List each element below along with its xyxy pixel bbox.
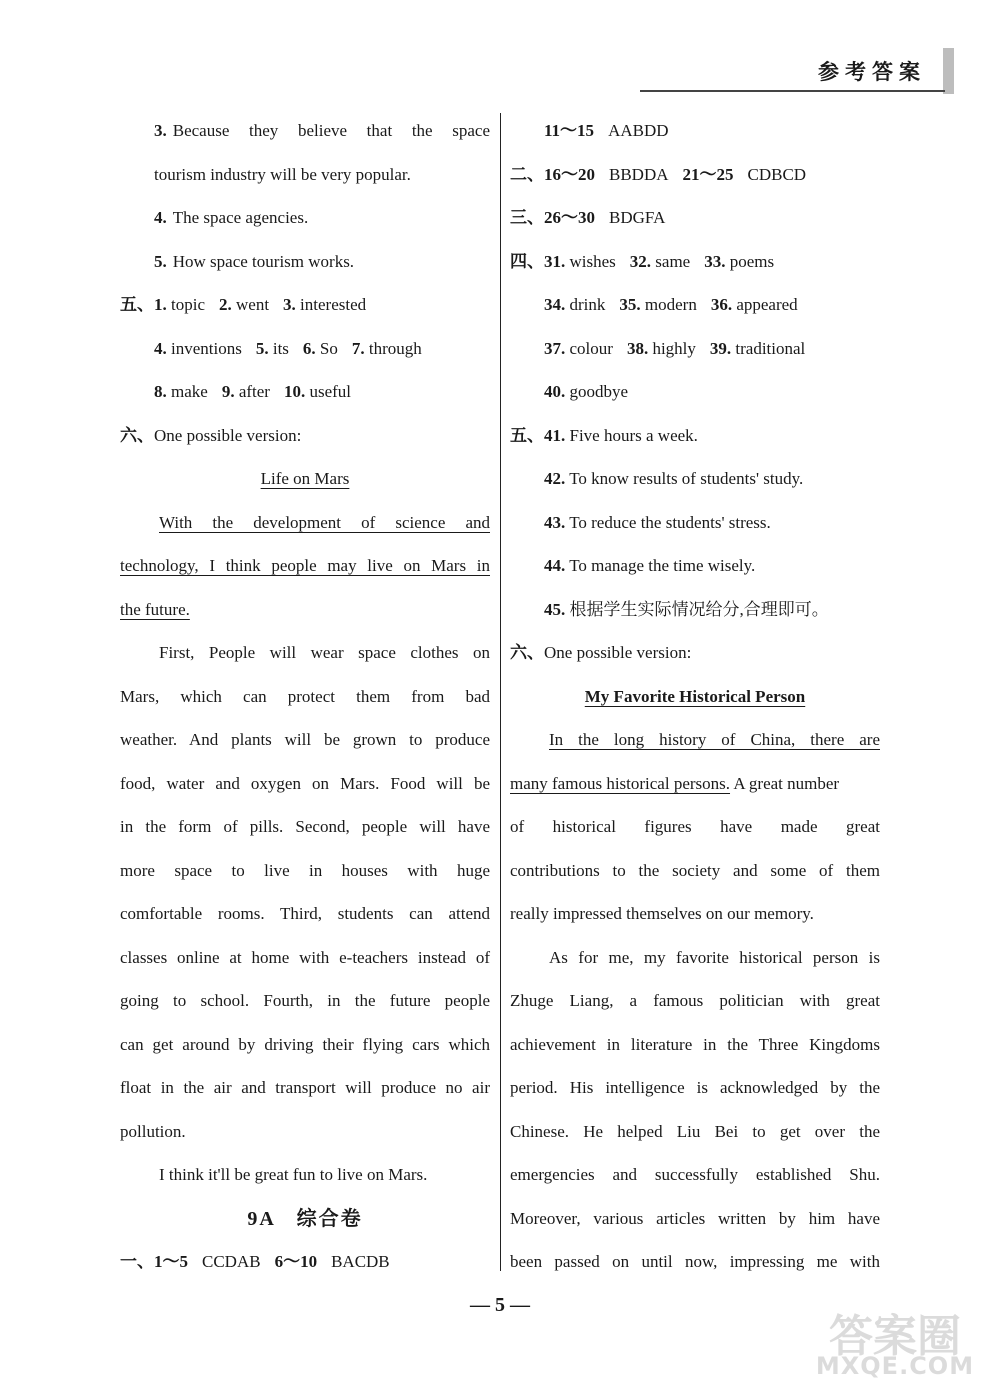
left-column <box>120 112 490 1287</box>
answer-45: 45. 根据学生实际情况给分,合理即可。 <box>544 599 829 619</box>
header-side-bar <box>943 48 954 94</box>
essay-line: With the development of science and <box>159 512 490 532</box>
essay-line: really impressed themselves on our memory. <box>510 904 814 923</box>
answer-4: 4. The space agencies. <box>154 208 309 227</box>
section-5-row-3: 8. make 9. after 10. useful <box>154 382 352 401</box>
essay-line: pollution. <box>120 1121 186 1141</box>
column-divider <box>500 113 501 1271</box>
section-4-row-4: 40. goodbye <box>544 382 629 401</box>
essay-line: many famous historical persons. A great number <box>510 773 840 793</box>
essay-line: In the long history of China, there are <box>549 730 880 749</box>
answer-44: 44. To manage the time wisely. <box>544 556 756 575</box>
essay-line: achievement in literature in the Three Kingdoms <box>510 1034 880 1054</box>
essay-line: in the form of pills. Second, people will have <box>120 817 490 836</box>
watermark-url: MXQE.COM <box>815 1352 975 1380</box>
essay-line: contributions to the society and some of them <box>510 860 880 880</box>
essay-line: the future. <box>120 599 190 619</box>
answer-42: 42. To know results of students' study. <box>544 469 804 488</box>
section-4-row-1: 四、31. wishes 32. same 33. poems <box>510 251 775 271</box>
header-rule <box>640 90 945 92</box>
essay-line: Mars, which can protect them from bad <box>120 686 490 706</box>
essay-line: As for me, my favorite historical person is <box>549 947 880 967</box>
watermark-text: 答案圈 <box>829 1311 961 1362</box>
essay-line: been passed on until now, impressing me with <box>510 1252 880 1271</box>
essay-line: Moreover, various articles written by him have <box>510 1208 880 1228</box>
essay-line: Chinese. He helped Liu Bei to get over the <box>510 1121 880 1141</box>
essay-title: My Favorite Historical Person <box>584 686 806 706</box>
essay-title: Life on Mars <box>260 469 350 488</box>
essay-line: food, water and oxygen on Mars. Food will be <box>120 773 490 793</box>
section-4-row-3: 37. colour 38. highly 39. traditional <box>544 338 806 358</box>
section-1-row-1: 一、1～5 CCDAB 6～10 BACDB <box>120 1252 390 1271</box>
section-4-row-2: 34. drink 35. modern 36. appeared <box>544 295 798 314</box>
answer-5: 5. How space tourism works. <box>154 251 355 271</box>
header-title: 参考答案 <box>818 60 926 84</box>
essay-line: of historical figures have made great <box>510 817 880 836</box>
essay-line: emergencies and successfully established Shu. <box>510 1165 880 1184</box>
essay-line: comfortable rooms. Third, students can attend <box>120 904 490 923</box>
essay-line: more space to live in houses with huge <box>120 860 490 880</box>
watermark-logo <box>800 1300 990 1386</box>
essay-line: can get around by driving their flying cars which <box>120 1034 490 1054</box>
essay-line: Zhuge Liang, a famous politician with great <box>510 991 880 1010</box>
essay-line: float in the air and transport will produce no air <box>120 1078 490 1097</box>
essay-line: going to school. Fourth, in the future people <box>120 991 490 1010</box>
section-5-row-2: 4. inventions 5. its 6. So 7. through <box>154 338 422 358</box>
answer-3-line-2: tourism industry will be very popular. <box>154 164 411 184</box>
answer-43: 43. To reduce the students' stress. <box>544 512 771 532</box>
essay-line: weather. And plants will be grown to produce <box>120 730 490 749</box>
essay-line: First, People will wear space clothes on <box>159 643 490 662</box>
essay-line: I think it'll be great fun to live on Mars. <box>159 1165 428 1184</box>
essay-line: period. His intelligence is acknowledged by the <box>510 1078 880 1097</box>
answer-41: 五、41. Five hours a week. <box>510 425 698 445</box>
essay-line: classes online at home with e-teachers instead of <box>120 947 490 967</box>
section-5-row-1: 五、1. topic 2. went 3. interested <box>120 295 367 314</box>
essay-line: technology, I think people may live on Mars in <box>120 556 490 575</box>
right-column <box>510 112 880 1287</box>
section-2-row: 二、16～20 BBDDA 21～25 CDBCD <box>510 164 807 184</box>
section-6-heading: 六、One possible version: <box>120 425 302 445</box>
answer-3-line-1: 3. Because they believe that the space <box>154 121 490 140</box>
page-number: — 5 — <box>470 1294 530 1316</box>
exam-title: 9A 综合卷 <box>247 1207 363 1230</box>
section-3-row: 三、26～30 BDGFA <box>510 208 666 227</box>
section-1-row-2: 11～15 AABDD <box>544 121 669 140</box>
section-6-heading: 六、One possible version: <box>510 643 692 662</box>
